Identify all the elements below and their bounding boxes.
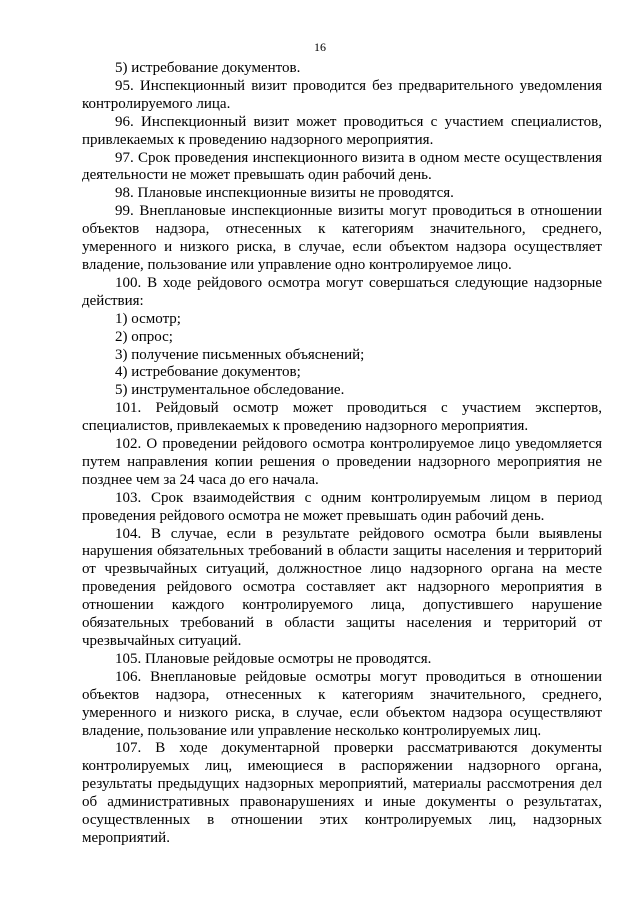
list-item: 3) получение письменных объяснений; <box>115 346 365 363</box>
paragraph: 102. О проведении рейдового осмотра контролируемое лицо уведомляется путем направления копии решения о проведении надзорного мероприятия не позднее чем за 24 часа до его начала. <box>82 436 602 488</box>
paragraph: 101. Рейдовый осмотр может проводиться с участием экспертов, специалистов, привлекаемых к проведению надзорного мероприятия. <box>82 400 602 435</box>
paragraph: 105. Плановые рейдовые осмотры не проводятся. <box>115 650 432 667</box>
list-item: 2) опрос; <box>115 328 173 345</box>
list-item: 1) осмотр; <box>115 310 181 327</box>
paragraph: 107. В ходе документарной проверки рассматриваются документы контролируемых лиц, имеющиеся в распоряжении надзорного органа, результаты предыдущих надзорных мероприятий, материалы рассмотрения дел об административных правонарушениях и иные документы о результатах, осуществленных в отношении этих контролируемых лиц, надзорных мероприятий. <box>82 740 602 846</box>
paragraph: 96. Инспекционный визит может проводиться с участием специалистов, привлекаемых к проведению надзорного мероприятия. <box>82 113 602 148</box>
paragraph: 104. В случае, если в результате рейдового осмотра были выявлены нарушения обязательных требований в области защиты населения и территорий от чрезвычайных ситуаций, должностное лицо надзорного органа на месте проведения рейдового осмотра составляет акт надзорного мероприятия в отношении каждого контролируемого лица, допустившего нарушение обязательных требований в области защиты населения и территорий от чрезвычайных ситуаций. <box>82 525 602 649</box>
paragraph: 99. Внеплановые инспекционные визиты могут проводиться в отношении объектов надзора, отнесенных к категориям значительного, среднего, умеренного и низкого риска, в случае, если объектом надзора осуществляет владение, пользование или управление одно контролируемое лицо. <box>82 203 602 273</box>
page-number: 16 <box>314 40 326 54</box>
document-body <box>82 60 602 848</box>
paragraph: 5) истребование документов. <box>115 60 301 76</box>
paragraph: 97. Срок проведения инспекционного визита в одном месте осуществления деятельности не может превышать один рабочий день. <box>82 149 602 184</box>
list-item: 5) инструментальное обследование. <box>115 382 345 399</box>
list-item: 4) истребование документов; <box>115 364 301 381</box>
paragraph: 98. Плановые инспекционные визиты не проводятся. <box>115 185 454 202</box>
paragraph: 103. Срок взаимодействия с одним контролируемым лицом в период проведения рейдового осмотра не может превышать один рабочий день. <box>82 489 602 524</box>
paragraph: 95. Инспекционный визит проводится без предварительного уведомления контролируемого лица. <box>82 77 602 112</box>
paragraph: 100. В ходе рейдового осмотра могут совершаться следующие надзорные действия: <box>82 274 602 309</box>
paragraph: 106. Внеплановые рейдовые осмотры могут проводиться в отношении объектов надзора, отнесенных к категориям значительного, среднего, умеренного и низкого риска, в случае, если объектом надзора осуществляют владение, пользование или управление несколько контролируемых лиц. <box>82 668 602 739</box>
